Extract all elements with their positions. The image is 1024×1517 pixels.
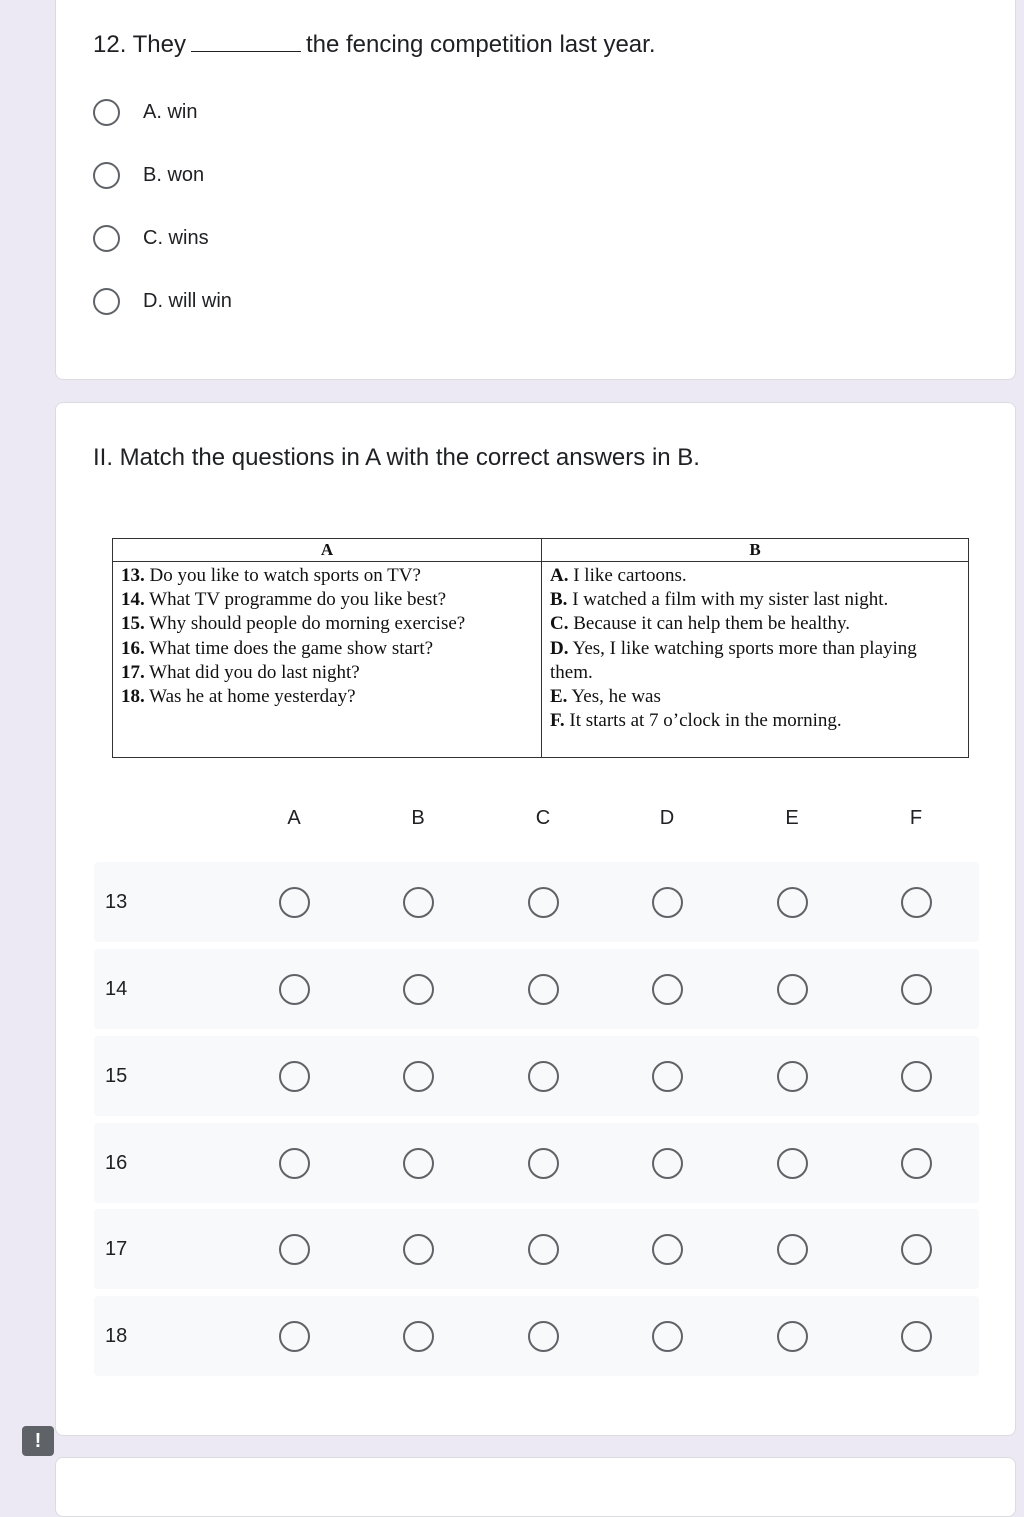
grid-row [94,1123,979,1203]
radio-button[interactable] [528,974,559,1005]
column-a-header: A [113,539,542,562]
radio-button[interactable] [901,887,932,918]
radio-button[interactable] [403,1061,434,1092]
grid-radio-cell[interactable] [777,887,808,918]
grid-radio-cell[interactable] [901,1234,932,1265]
grid-row [94,1296,979,1376]
option-d[interactable] [93,281,232,321]
radio-button[interactable] [93,99,120,126]
answer-line: F. It starts at 7 o’clock in the morning. [550,710,842,732]
grid-radio-cell[interactable] [279,974,310,1005]
radio-button[interactable] [279,1061,310,1092]
matching-table-image [112,538,969,758]
grid-radio-cell[interactable] [901,974,932,1005]
radio-button[interactable] [279,974,310,1005]
grid-column-label: F [909,807,923,829]
grid-row-label: 17 [105,1238,128,1260]
radio-button[interactable] [777,1061,808,1092]
grid-radio-cell[interactable] [528,1148,559,1179]
grid-radio-cell[interactable] [652,1321,683,1352]
radio-button[interactable] [901,1321,932,1352]
grid-row [94,949,979,1029]
grid-radio-cell[interactable] [528,887,559,918]
grid-radio-cell[interactable] [652,1234,683,1265]
radio-button[interactable] [93,225,120,252]
question-line: 16. What time does the game show start? [121,637,434,659]
question-line: 17. What did you do last night? [121,661,360,683]
option-label: B. won [143,163,205,186]
radio-button[interactable] [777,974,808,1005]
option-label: C. wins [143,226,209,249]
grid-column-label: A [287,807,301,829]
question-line: 14. What TV programme do you like best? [121,589,447,611]
radio-button[interactable] [403,887,434,918]
radio-button[interactable] [279,1234,310,1265]
radio-button[interactable] [528,887,559,918]
grid-column-label: D [659,807,675,829]
radio-button[interactable] [777,1321,808,1352]
grid-column-label: E [785,807,799,829]
section-title: II. Match the questions in A with the correct answers in B. [93,444,700,471]
grid-radio-cell[interactable] [403,1148,434,1179]
answers-cell [542,562,969,758]
radio-button[interactable] [652,1148,683,1179]
grid-radio-cell[interactable] [652,1148,683,1179]
radio-button[interactable] [777,887,808,918]
question-line: 15. Why should people do morning exercise? [121,613,466,635]
question-text-start: 12. They [93,31,186,58]
question-12-title [93,31,656,59]
question-line: 18. Was he at home yesterday? [121,686,356,708]
radio-button[interactable] [528,1148,559,1179]
grid-row-label: 15 [105,1065,128,1087]
grid-radio-cell[interactable] [901,1148,932,1179]
radio-button[interactable] [652,887,683,918]
radio-button[interactable] [528,1061,559,1092]
grid-row-label: 18 [105,1325,128,1347]
radio-button[interactable] [652,1234,683,1265]
answer-blank [191,37,301,52]
radio-button[interactable] [93,162,120,189]
grid-radio-cell[interactable] [901,1321,932,1352]
radio-button[interactable] [403,1234,434,1265]
column-b-header: B [542,539,969,562]
radio-button[interactable] [901,1061,932,1092]
grid-radio-cell[interactable] [652,887,683,918]
radio-button[interactable] [652,1321,683,1352]
option-label: A. win [143,100,198,123]
radio-button[interactable] [652,974,683,1005]
grid-radio-cell[interactable] [279,1061,310,1092]
grid-radio-cell[interactable] [777,974,808,1005]
grid-radio-cell[interactable] [777,1148,808,1179]
grid-radio-cell[interactable] [528,974,559,1005]
radio-button[interactable] [403,974,434,1005]
grid-radio-cell[interactable] [528,1234,559,1265]
option-a[interactable] [93,92,197,132]
grid-radio-cell[interactable] [403,1234,434,1265]
radio-button[interactable] [777,1234,808,1265]
grid-radio-cell[interactable] [777,1321,808,1352]
radio-button[interactable] [901,974,932,1005]
grid-radio-cell[interactable] [528,1061,559,1092]
radio-button[interactable] [528,1321,559,1352]
grid-row [94,862,979,942]
grid-radio-cell[interactable] [652,974,683,1005]
answer-line: C. Because it can help them be healthy. [550,613,851,635]
grid-row-label: 14 [105,978,128,1000]
report-issue-button[interactable]: ! [22,1426,54,1456]
radio-button[interactable] [528,1234,559,1265]
grid-radio-cell[interactable] [279,1148,310,1179]
radio-button[interactable] [93,288,120,315]
grid-radio-cell[interactable] [901,1061,932,1092]
grid-radio-cell[interactable] [279,1234,310,1265]
option-label: D. will win [143,289,232,312]
next-question-card [55,1457,1016,1517]
radio-button[interactable] [279,887,310,918]
radio-button[interactable] [279,1148,310,1179]
grid-radio-cell[interactable] [279,1321,310,1352]
grid-radio-cell[interactable] [777,1234,808,1265]
grid-row [94,1209,979,1289]
grid-radio-cell[interactable] [279,887,310,918]
answer-line: B. I watched a film with my sister last night. [550,589,889,611]
radio-button[interactable] [403,1321,434,1352]
radio-button[interactable] [403,1148,434,1179]
answer-line: A. I like cartoons. [550,565,687,586]
question-12-card [55,0,1016,380]
grid-row-label: 16 [105,1152,128,1174]
radio-button[interactable] [279,1321,310,1352]
grid-radio-cell[interactable] [403,974,434,1005]
grid-radio-cell[interactable] [403,1061,434,1092]
grid-radio-cell[interactable] [403,887,434,918]
radio-button[interactable] [652,1061,683,1092]
question-text-end: the fencing competition last year. [305,31,656,58]
answer-line: E. Yes, he was [550,686,661,708]
question-line: 13. Do you like to watch sports on TV? [121,565,421,586]
grid-row [94,1036,979,1116]
answer-line: D. Yes, I like watching sports more than playing them. [550,637,917,683]
radio-button[interactable] [901,1234,932,1265]
radio-button[interactable] [901,1148,932,1179]
grid-column-headers [56,807,1015,837]
grid-row-label: 13 [105,891,128,913]
radio-button[interactable] [777,1148,808,1179]
grid-column-label: C [535,807,551,829]
option-c[interactable] [93,218,209,258]
grid-radio-cell[interactable] [528,1321,559,1352]
grid-radio-cell[interactable] [652,1061,683,1092]
option-b[interactable] [93,155,204,195]
grid-radio-cell[interactable] [777,1061,808,1092]
grid-radio-cell[interactable] [403,1321,434,1352]
questions-cell [113,562,542,758]
matching-question-card [55,402,1016,1436]
grid-radio-cell[interactable] [901,887,932,918]
grid-column-label: B [411,807,425,829]
